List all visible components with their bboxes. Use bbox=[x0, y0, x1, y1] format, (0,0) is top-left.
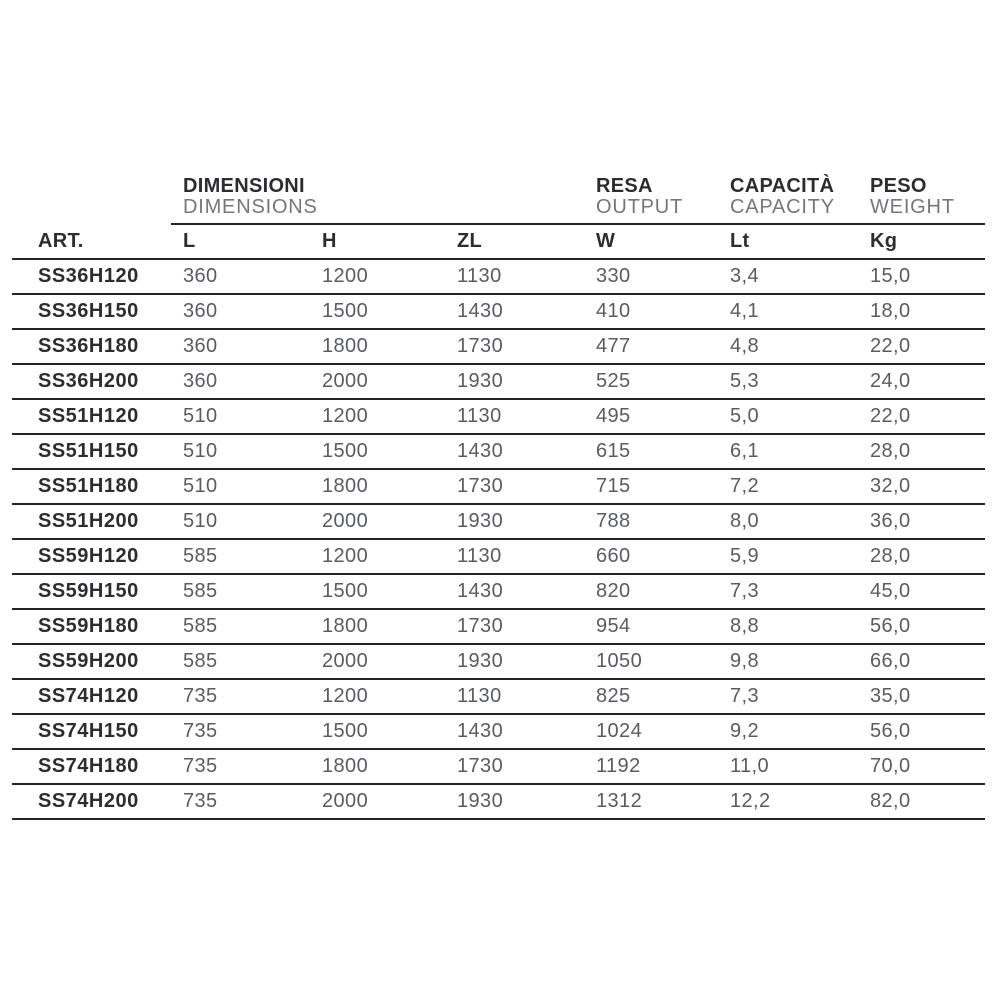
cell-w: 715 bbox=[596, 475, 631, 497]
cell-w: 954 bbox=[596, 615, 631, 637]
table-row bbox=[12, 785, 985, 820]
cell-l: 510 bbox=[183, 405, 218, 427]
cell-kg: 18,0 bbox=[870, 300, 911, 322]
group-label-en: DIMENSIONS bbox=[183, 196, 318, 218]
table-row bbox=[12, 505, 985, 540]
cell-art: SS59H200 bbox=[38, 650, 139, 672]
column-group-dimensions bbox=[171, 176, 584, 225]
cell-lt: 11,0 bbox=[730, 755, 770, 777]
table-row bbox=[12, 575, 985, 610]
cell-kg: 22,0 bbox=[870, 405, 911, 427]
cell-zl: 1730 bbox=[457, 615, 504, 637]
table-row bbox=[12, 365, 985, 400]
cell-zl: 1930 bbox=[457, 790, 504, 812]
cell-h: 1500 bbox=[322, 580, 369, 602]
column-header-kg: Kg bbox=[870, 230, 898, 252]
column-header-zl: ZL bbox=[457, 230, 483, 252]
group-label-it: RESA bbox=[596, 175, 653, 197]
cell-kg: 70,0 bbox=[870, 755, 911, 777]
cell-zl: 1930 bbox=[457, 650, 504, 672]
cell-lt: 7,3 bbox=[730, 580, 760, 602]
cell-art: SS74H180 bbox=[38, 755, 139, 777]
cell-h: 1800 bbox=[322, 755, 369, 777]
cell-art: SS51H200 bbox=[38, 510, 139, 532]
cell-zl: 1930 bbox=[457, 370, 504, 392]
cell-art: SS51H150 bbox=[38, 440, 139, 462]
cell-art: SS36H200 bbox=[38, 370, 139, 392]
cell-h: 2000 bbox=[322, 790, 369, 812]
cell-h: 1500 bbox=[322, 440, 369, 462]
cell-kg: 15,0 bbox=[870, 265, 911, 287]
column-header-art: ART. bbox=[38, 230, 84, 252]
cell-w: 525 bbox=[596, 370, 631, 392]
table-row bbox=[12, 435, 985, 470]
cell-l: 585 bbox=[183, 580, 218, 602]
cell-h: 1500 bbox=[322, 720, 369, 742]
column-header-h: H bbox=[322, 230, 337, 252]
cell-w: 660 bbox=[596, 545, 631, 567]
cell-kg: 24,0 bbox=[870, 370, 911, 392]
cell-lt: 8,8 bbox=[730, 615, 760, 637]
cell-zl: 1730 bbox=[457, 475, 504, 497]
cell-lt: 7,3 bbox=[730, 685, 760, 707]
group-label-en: WEIGHT bbox=[870, 196, 955, 218]
cell-w: 820 bbox=[596, 580, 631, 602]
cell-lt: 3,4 bbox=[730, 265, 760, 287]
cell-zl: 1130 bbox=[457, 405, 502, 427]
cell-kg: 28,0 bbox=[870, 440, 911, 462]
cell-l: 735 bbox=[183, 685, 218, 707]
cell-zl: 1430 bbox=[457, 580, 504, 602]
table-body bbox=[12, 260, 985, 820]
cell-zl: 1130 bbox=[457, 685, 502, 707]
cell-art: SS59H180 bbox=[38, 615, 139, 637]
group-label-it: DIMENSIONI bbox=[183, 175, 305, 197]
cell-w: 1050 bbox=[596, 650, 643, 672]
cell-kg: 35,0 bbox=[870, 685, 911, 707]
cell-l: 735 bbox=[183, 755, 218, 777]
cell-lt: 8,0 bbox=[730, 510, 760, 532]
cell-l: 735 bbox=[183, 790, 218, 812]
table-row bbox=[12, 610, 985, 645]
cell-l: 585 bbox=[183, 545, 218, 567]
cell-h: 1800 bbox=[322, 615, 369, 637]
table-row bbox=[12, 645, 985, 680]
column-header-w: W bbox=[596, 230, 616, 252]
table-row bbox=[12, 400, 985, 435]
column-header-l: L bbox=[183, 230, 196, 252]
cell-l: 585 bbox=[183, 615, 218, 637]
cell-lt: 12,2 bbox=[730, 790, 771, 812]
cell-zl: 1430 bbox=[457, 720, 504, 742]
column-group-header-row bbox=[12, 176, 985, 225]
art-column-spacer bbox=[12, 183, 171, 225]
cell-kg: 28,0 bbox=[870, 545, 911, 567]
column-group-weight bbox=[858, 176, 985, 225]
cell-art: SS74H200 bbox=[38, 790, 139, 812]
cell-w: 330 bbox=[596, 265, 631, 287]
cell-w: 410 bbox=[596, 300, 631, 322]
cell-w: 615 bbox=[596, 440, 631, 462]
cell-w: 788 bbox=[596, 510, 631, 532]
table-row bbox=[12, 260, 985, 295]
cell-h: 1800 bbox=[322, 335, 369, 357]
cell-art: SS74H120 bbox=[38, 685, 139, 707]
cell-kg: 22,0 bbox=[870, 335, 911, 357]
cell-lt: 5,9 bbox=[730, 545, 760, 567]
group-label-it: CAPACITÀ bbox=[730, 175, 835, 197]
cell-lt: 5,3 bbox=[730, 370, 760, 392]
column-header-lt: Lt bbox=[730, 230, 750, 252]
table-row bbox=[12, 295, 985, 330]
cell-l: 585 bbox=[183, 650, 218, 672]
cell-l: 510 bbox=[183, 475, 218, 497]
cell-w: 477 bbox=[596, 335, 631, 357]
cell-zl: 1430 bbox=[457, 300, 504, 322]
cell-h: 1200 bbox=[322, 265, 369, 287]
table-row bbox=[12, 715, 985, 750]
cell-zl: 1430 bbox=[457, 440, 504, 462]
cell-kg: 36,0 bbox=[870, 510, 911, 532]
cell-art: SS36H180 bbox=[38, 335, 139, 357]
cell-l: 360 bbox=[183, 335, 218, 357]
cell-l: 510 bbox=[183, 440, 218, 462]
cell-h: 2000 bbox=[322, 510, 369, 532]
cell-kg: 45,0 bbox=[870, 580, 911, 602]
cell-h: 1200 bbox=[322, 405, 369, 427]
table-row bbox=[12, 540, 985, 575]
cell-w: 1024 bbox=[596, 720, 643, 742]
cell-zl: 1930 bbox=[457, 510, 504, 532]
group-label-en: CAPACITY bbox=[730, 196, 835, 218]
cell-zl: 1130 bbox=[457, 265, 502, 287]
table-row bbox=[12, 680, 985, 715]
cell-art: SS59H120 bbox=[38, 545, 139, 567]
table-row bbox=[12, 470, 985, 505]
cell-zl: 1130 bbox=[457, 545, 502, 567]
column-group-capacity bbox=[718, 176, 858, 225]
cell-art: SS51H120 bbox=[38, 405, 139, 427]
cell-art: SS59H150 bbox=[38, 580, 139, 602]
cell-w: 1192 bbox=[596, 755, 641, 777]
cell-lt: 4,1 bbox=[730, 300, 760, 322]
cell-kg: 56,0 bbox=[870, 720, 911, 742]
cell-w: 1312 bbox=[596, 790, 643, 812]
cell-lt: 5,0 bbox=[730, 405, 760, 427]
cell-lt: 9,2 bbox=[730, 720, 760, 742]
cell-l: 735 bbox=[183, 720, 218, 742]
cell-art: SS36H120 bbox=[38, 265, 139, 287]
table-row bbox=[12, 330, 985, 365]
table-row bbox=[12, 750, 985, 785]
group-label-it: PESO bbox=[870, 175, 927, 197]
product-spec-table bbox=[12, 176, 985, 820]
column-group-output bbox=[584, 176, 718, 225]
cell-kg: 32,0 bbox=[870, 475, 911, 497]
cell-h: 2000 bbox=[322, 370, 369, 392]
cell-lt: 4,8 bbox=[730, 335, 760, 357]
cell-w: 825 bbox=[596, 685, 631, 707]
cell-kg: 82,0 bbox=[870, 790, 911, 812]
cell-l: 360 bbox=[183, 300, 218, 322]
column-header-row bbox=[12, 225, 985, 260]
cell-h: 1200 bbox=[322, 685, 369, 707]
cell-h: 1200 bbox=[322, 545, 369, 567]
cell-w: 495 bbox=[596, 405, 631, 427]
group-label-en: OUTPUT bbox=[596, 196, 684, 218]
cell-h: 2000 bbox=[322, 650, 369, 672]
cell-lt: 6,1 bbox=[730, 440, 760, 462]
cell-kg: 56,0 bbox=[870, 615, 911, 637]
cell-kg: 66,0 bbox=[870, 650, 911, 672]
cell-zl: 1730 bbox=[457, 755, 504, 777]
cell-art: SS74H150 bbox=[38, 720, 139, 742]
cell-lt: 9,8 bbox=[730, 650, 760, 672]
cell-l: 360 bbox=[183, 370, 218, 392]
cell-zl: 1730 bbox=[457, 335, 504, 357]
cell-h: 1800 bbox=[322, 475, 369, 497]
cell-l: 360 bbox=[183, 265, 218, 287]
cell-h: 1500 bbox=[322, 300, 369, 322]
cell-art: SS51H180 bbox=[38, 475, 139, 497]
cell-lt: 7,2 bbox=[730, 475, 760, 497]
cell-l: 510 bbox=[183, 510, 218, 532]
cell-art: SS36H150 bbox=[38, 300, 139, 322]
